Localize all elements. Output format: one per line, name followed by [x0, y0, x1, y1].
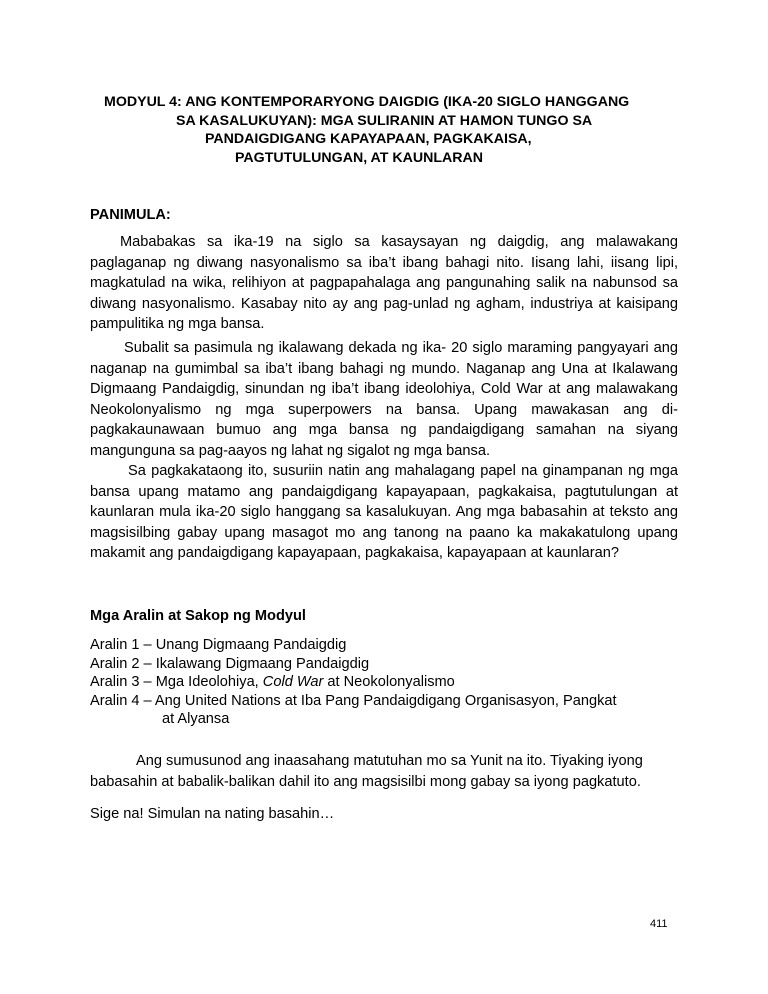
closing-line-1: Ang sumusunod ang inaasahang matutuhan mo sa Yunit na ito. Tiyaking iyong: [136, 753, 643, 769]
aralin-heading: Mga Aralin at Sakop ng Modyul: [90, 608, 306, 624]
lesson-list: [90, 636, 690, 729]
panimula-paragraph-1: Mababakas sa ika-19 na siglo sa kasaysayan ng daigdig, ang malawakang paglaganap ng diwang nasyonalismo sa iba’t ibang bahagi nito. Iisang lahi, iisang lipi, magkatulad na wika, relihiyon at pagpapahalaga ang pangunahing salik na nabunsod sa diwang nasyonalismo. Kasabay nito ay ang pag-unlad ng agham, industriya at kaisipang pampulitika ng mga bansa.: [90, 234, 678, 332]
module-title-line-2: SA KASALUKUYAN): MGA SULIRANIN AT HAMON TUNGO SA: [176, 112, 593, 129]
panimula-paragraph-3: Sa pagkakataong ito, susuriin natin ang mahalagang papel na ginampanan ng mga bansa upang matamo ang pandaigdigang kapayapaan, pagkakaisa, pagtutulungan at kaunlaran mula ika-20 siglo hanggang sa kasalukuyan. Ang mga babasahin at teksto ang magsisilbing gabay upang masagot mo ang tanong na paano ka makakatulong upang makamit ang pandaigdigang kapayapaan, pagkakaisa, kapayapaan at kaunlaran?: [90, 463, 678, 561]
panimula-paragraph-2: Subalit sa pasimula ng ikalawang dekada ng ika- 20 siglo maraming pangyayari ang naganap na gumimbal sa iba’t ibang bahagi ng mundo. Naganap ang Una at Ikalawang Digmaang Pandaigdig, sinundan ng iba’t ibang ideolohiya, Cold War at ang malawakang Neokolonyalismo ng mga superpowers na bansa. Upang mawakasan ang di- pagkakaunawaan bumuo ang mga bansa ng pandaigdigang samahan na siyang mangunguna sa pag-aayos ng lahat ng sigalot ng mga bansa.: [90, 340, 678, 459]
lesson-item-4-continued: at Alyansa: [162, 711, 230, 727]
closing-line-2: babasahin at babalik-balikan dahil ito ang magsisilbi mong gabay sa iyong pagkatuto.: [90, 773, 641, 790]
closing-paragraph: [90, 751, 690, 792]
module-title: [104, 93, 684, 167]
lesson-3-prefix: Aralin 3 – Mga Ideolohiya,: [90, 674, 263, 690]
lesson-3-cold-war: Cold War: [262, 674, 324, 690]
lesson-item-1: Aralin 1 – Unang Digmaang Pandaigdig: [90, 637, 347, 653]
lesson-3-suffix: at Neokolonyalismo: [323, 674, 455, 690]
lesson-item-2: Aralin 2 – Ikalawang Digmaang Pandaigdig: [90, 655, 370, 672]
page-number: 411: [650, 918, 668, 930]
module-title-line-1: MODYUL 4: ANG KONTEMPORARYONG DAIGDIG (IKA-20 SIGLO HANGGANG: [104, 94, 630, 110]
module-title-line-3: PANDAIGDIGANG KAPAYAPAAN, PAGKAKAISA,: [205, 131, 532, 147]
lesson-item-3: [90, 673, 690, 692]
start-reading-text: Sige na! Simulan na nating basahin…: [90, 806, 335, 822]
module-title-line-4: PAGTUTULUNGAN, AT KAUNLARAN: [235, 149, 483, 166]
panimula-heading: PANIMULA:: [90, 207, 171, 223]
lesson-item-4: Aralin 4 – Ang United Nations at Iba Pang Pandaigdigang Organisasyon, Pangkat: [90, 692, 617, 709]
